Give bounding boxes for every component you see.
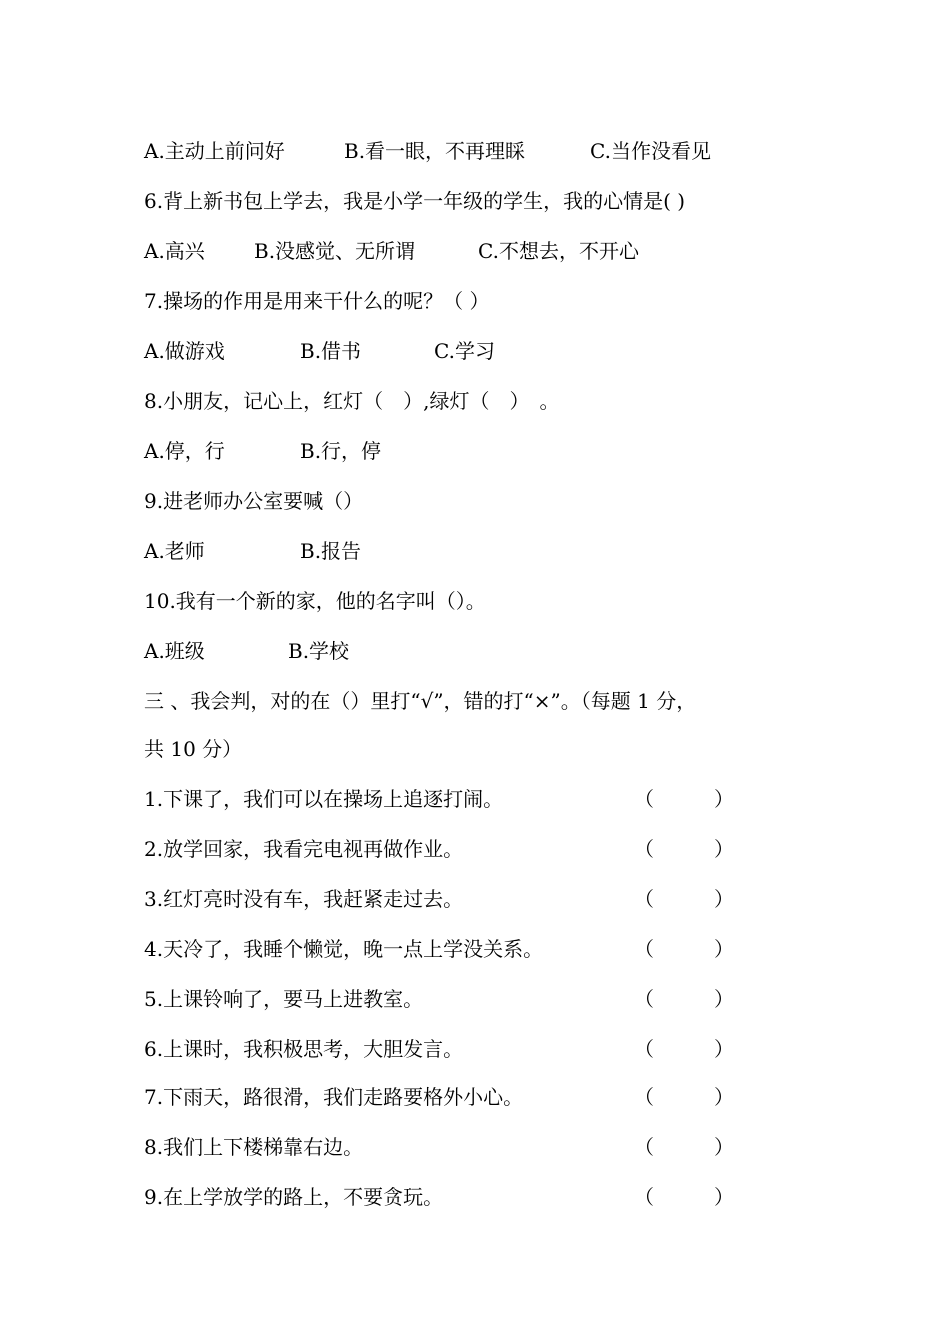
answer-paren-open: （ bbox=[634, 887, 654, 911]
q10-option-a: A.班级 bbox=[144, 639, 205, 663]
judge-item-9 bbox=[144, 1182, 734, 1212]
q9-question: 9.进老师办公室要喊（） bbox=[144, 489, 364, 513]
answer-paren-close: ） bbox=[714, 1185, 734, 1209]
answer-paren-close: ） bbox=[714, 1135, 734, 1159]
answer-paren-open: （ bbox=[634, 987, 654, 1011]
answer-paren-close: ） bbox=[714, 887, 734, 911]
q10-options bbox=[144, 636, 350, 666]
answer-paren-open: （ bbox=[634, 1185, 654, 1209]
answer-paren-open: （ bbox=[634, 787, 654, 811]
judge-item-text: 3.红灯亮时没有车，我赶紧走过去。 bbox=[144, 887, 464, 911]
q7-option-a: A.做游戏 bbox=[144, 339, 225, 363]
q6-option-c: C.不想去，不开心 bbox=[478, 239, 639, 263]
q9-options bbox=[144, 536, 362, 566]
judge-item-text: 1.下课了，我们可以在操场上追逐打闹。 bbox=[144, 787, 504, 811]
q7-options bbox=[144, 336, 495, 366]
answer-paren-close: ） bbox=[714, 787, 734, 811]
judge-item-text: 9.在上学放学的路上，不要贪玩。 bbox=[144, 1185, 444, 1209]
q8-option-a: A.停，行 bbox=[144, 439, 225, 463]
judge-item-text: 8.我们上下楼梯靠右边。 bbox=[144, 1135, 364, 1159]
q6-options bbox=[144, 236, 639, 266]
answer-paren-close: ） bbox=[714, 987, 734, 1011]
q7-question: 7.操场的作用是用来干什么的呢？（ ） bbox=[144, 289, 490, 313]
judge-item-text: 4.天冷了，我睡个懒觉，晚一点上学没关系。 bbox=[144, 937, 544, 961]
answer-paren-close: ） bbox=[714, 1037, 734, 1061]
q5-options bbox=[144, 136, 711, 166]
q6-option-a: A.高兴 bbox=[144, 239, 205, 263]
judge-item-text: 6.上课时，我积极思考，大胆发言。 bbox=[144, 1037, 464, 1061]
q5-option-b: B.看一眼，不再理睬 bbox=[344, 139, 526, 163]
q5-option-c: C.当作没看见 bbox=[590, 139, 711, 163]
judge-item-text: 2.放学回家，我看完电视再做作业。 bbox=[144, 837, 464, 861]
judge-item-7 bbox=[144, 1082, 734, 1112]
answer-paren-open: （ bbox=[634, 1135, 654, 1159]
q6-option-b: B.没感觉、无所谓 bbox=[254, 239, 416, 263]
section-3-heading-cont: 共 10 分） bbox=[144, 737, 243, 761]
answer-paren-open: （ bbox=[634, 937, 654, 961]
q10-question: 10.我有一个新的家，他的名字叫（）。 bbox=[144, 589, 486, 613]
q8-option-b: B.行，停 bbox=[300, 439, 382, 463]
judge-item-5 bbox=[144, 984, 734, 1014]
answer-paren-close: ） bbox=[714, 1085, 734, 1109]
q7-option-b: B.借书 bbox=[300, 339, 362, 363]
answer-paren-open: （ bbox=[634, 1085, 654, 1109]
judge-item-6 bbox=[144, 1034, 734, 1064]
judge-item-2 bbox=[144, 834, 734, 864]
q6-question: 6.背上新书包上学去，我是小学一年级的学生，我的心情是( ) bbox=[144, 189, 686, 213]
answer-paren-close: ） bbox=[714, 837, 734, 861]
q7-option-c: C.学习 bbox=[434, 339, 495, 363]
answer-paren-close: ） bbox=[714, 937, 734, 961]
judge-item-3 bbox=[144, 884, 734, 914]
q9-option-a: A.老师 bbox=[144, 539, 205, 563]
judge-item-8 bbox=[144, 1132, 734, 1162]
q9-option-b: B.报告 bbox=[300, 539, 362, 563]
answer-paren-open: （ bbox=[634, 1037, 654, 1061]
judge-item-text: 7.下雨天，路很滑，我们走路要格外小心。 bbox=[144, 1085, 524, 1109]
q5-option-a: A.主动上前问好 bbox=[144, 139, 285, 163]
judge-item-4 bbox=[144, 934, 734, 964]
q8-question: 8.小朋友，记心上，红灯（ ）,绿灯（ ） 。 bbox=[144, 389, 560, 413]
q10-option-b: B.学校 bbox=[288, 639, 350, 663]
judge-item-1 bbox=[144, 784, 734, 814]
q8-options bbox=[144, 436, 382, 466]
section-3-heading: 三 、我会判，对的在（）里打“√”，错的打“×”。（每题 1 分， bbox=[144, 689, 697, 713]
judge-item-text: 5.上课铃响了，要马上进教室。 bbox=[144, 987, 424, 1011]
answer-paren-open: （ bbox=[634, 837, 654, 861]
